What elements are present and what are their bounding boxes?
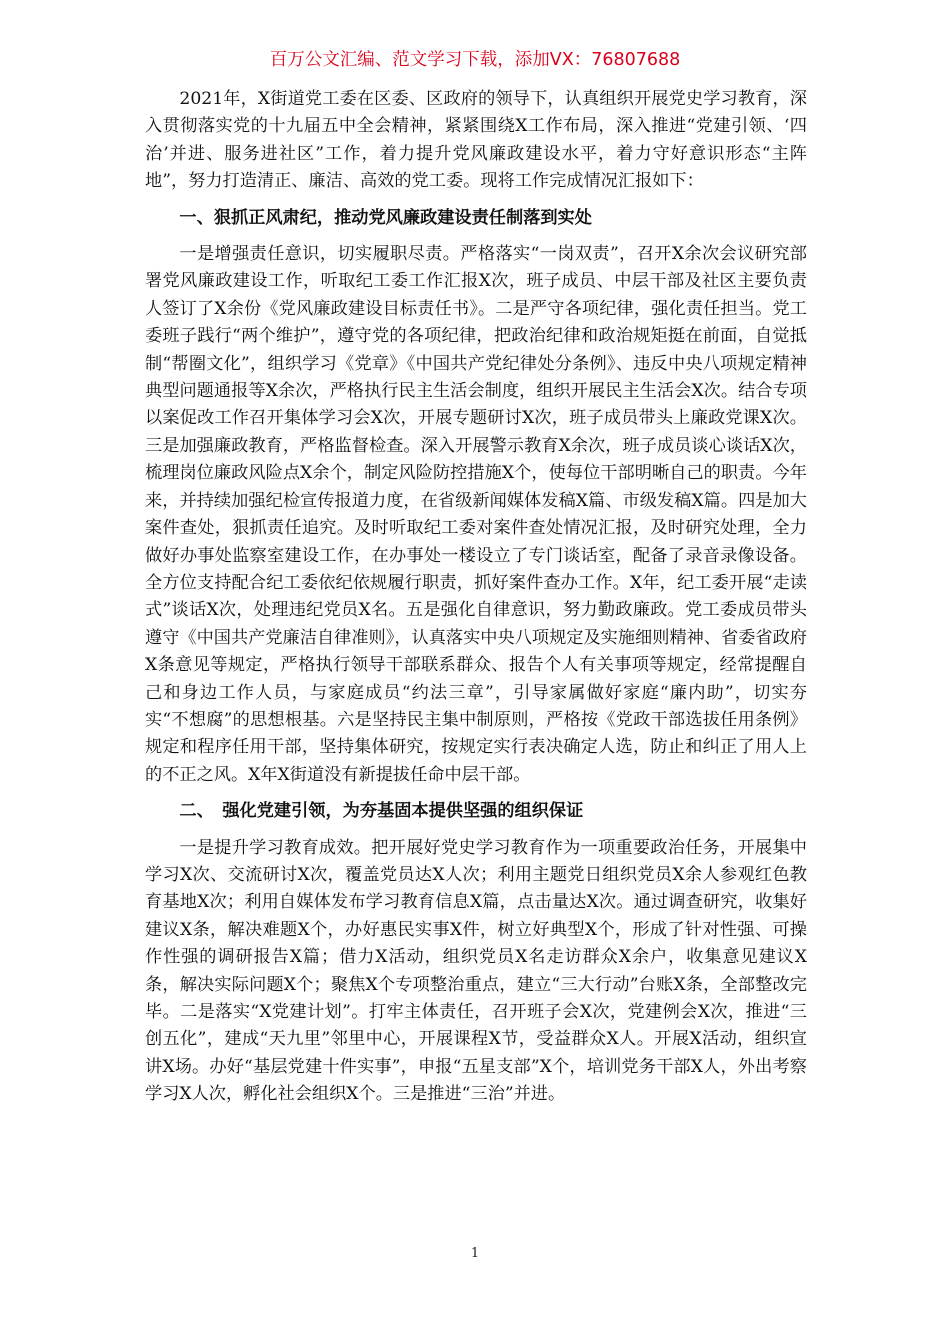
- section-1-heading: 一、狠抓正风肃纪，推动党风廉政建设责任制落到实处: [179, 207, 592, 228]
- page-number: 1: [470, 1246, 480, 1261]
- intro-paragraph: 2021年，X街道党工委在区委、区政府的领导下，认真组织开展党史学习教育，深入贯彻落实党的十九届五中全会精神，紧紧围绕X工作布局，深入推进“党建引领、‘四治’并进、服务进社区”工作，着力提升党风廉政建设水平，着力守好意识形态“主阵地”，努力打造清正、廉洁、高效的党工委。现将工作完成情况汇报如下：: [145, 89, 807, 192]
- section-1-body: 一是增强责任意识，切实履职尽责。严格落实“一岗双责”，召开X余次会议研究部署党风廉政建设工作，听取纪工委工作汇报X次，班子成员、中层干部及社区主要负责人签订了X余份《党风廉政建设目标责任书》。二是严守各项纪律，强化责任担当。党工委班子践行“两个维护”，遵守党的各项纪律，把政治纪律和政治规矩挺在前面，自觉抵制“帮圈文化”，组织学习《党章》《中国共产党纪律处分条例》、违反中央八项规定精神典型问题通报等X余次，严格执行民主生活会制度，组织开展民主生活会X次。结合专项以案促改工作召开集体学习会X次，开展专题研讨X次，班子成员带头上廉政党课X次。三是加强廉政教育，严格监督检查。深入开展警示教育X余次，班子成员谈心谈话X次，梳理岗位廉政风险点X余个，制定风险防控措施X个，使每位干部明晰自己的职责。今年来，并持续加强纪检宣传报道力度，在省级新闻媒体发稿X篇、市级发稿X篇。四是加大案件查处，狠抓责任追究。及时听取纪工委对案件查处情况汇报，及时研究处理，全力做好办事处监察室建设工作，在办事处一楼设立了专门谈话室，配备了录音录像设备。全方位支持配合纪工委依纪依规履行职责，抓好案件查办工作。X年，纪工委开展“走读式”谈话X次，处理违纪党员X名。五是强化自律意识，努力勤政廉政。党工委成员带头遵守《中国共产党廉洁自律准则》，认真落实中央八项规定及实施细则精神、省委省政府X条意见等规定，严格执行领导干部联系群众、报告个人有关事项等规定，经常提醒自己和身边工作人员，与家庭成员“约法三章”，引导家属做好家庭“廉内助”，切实夯实“不想腐”的思想根基。六是坚持民主集中制原则，严格按《党政干部选拔任用条例》规定和程序任用干部，坚持集体研究，按规定实行表决确定人选，防止和纠正了用人上的不正之风。X年X街道没有新提拔任命中层干部。: [145, 244, 807, 785]
- document-body: [145, 86, 807, 1109]
- section-2-body: 一是提升学习教育成效。把开展好党史学习教育作为一项重要政治任务，开展集中学习X次、交流研讨X次，覆盖党员达X人次；利用主题党日组织党员X余人参观红色教育基地X次；利用自媒体发布学习教育信息X篇，点击量达X次。通过调查研究，收集好建议X条，解决难题X个，办好惠民实事X件，树立好典型X个，形成了针对性强、可操作性强的调研报告X篇；借力X活动，组织党员X名走访群众X余户，收集意见建议X条，解决实际问题X个；聚焦X个专项整治重点，建立“三大行动”台账X条，全部整改完毕。二是落实“X党建计划”。打牢主体责任，召开班子会X次，党建例会X次，推进“三创五化”，建成“天九里”邻里中心，开展课程X节，受益群众X人。开展X活动，组织宣讲X场。办好“基层党建十件实事”，申报“五星支部”X个，培训党务干部X人，外出考察学习X人次，孵化社会组织X个。三是推进“三治”并进。: [145, 837, 807, 1105]
- watermark-banner: 百万公文汇编、范文学习下载，添加VX：76807688: [269, 50, 681, 70]
- section-2-heading: 二、 强化党建引领，为夯基固本提供坚强的组织保证: [179, 801, 584, 822]
